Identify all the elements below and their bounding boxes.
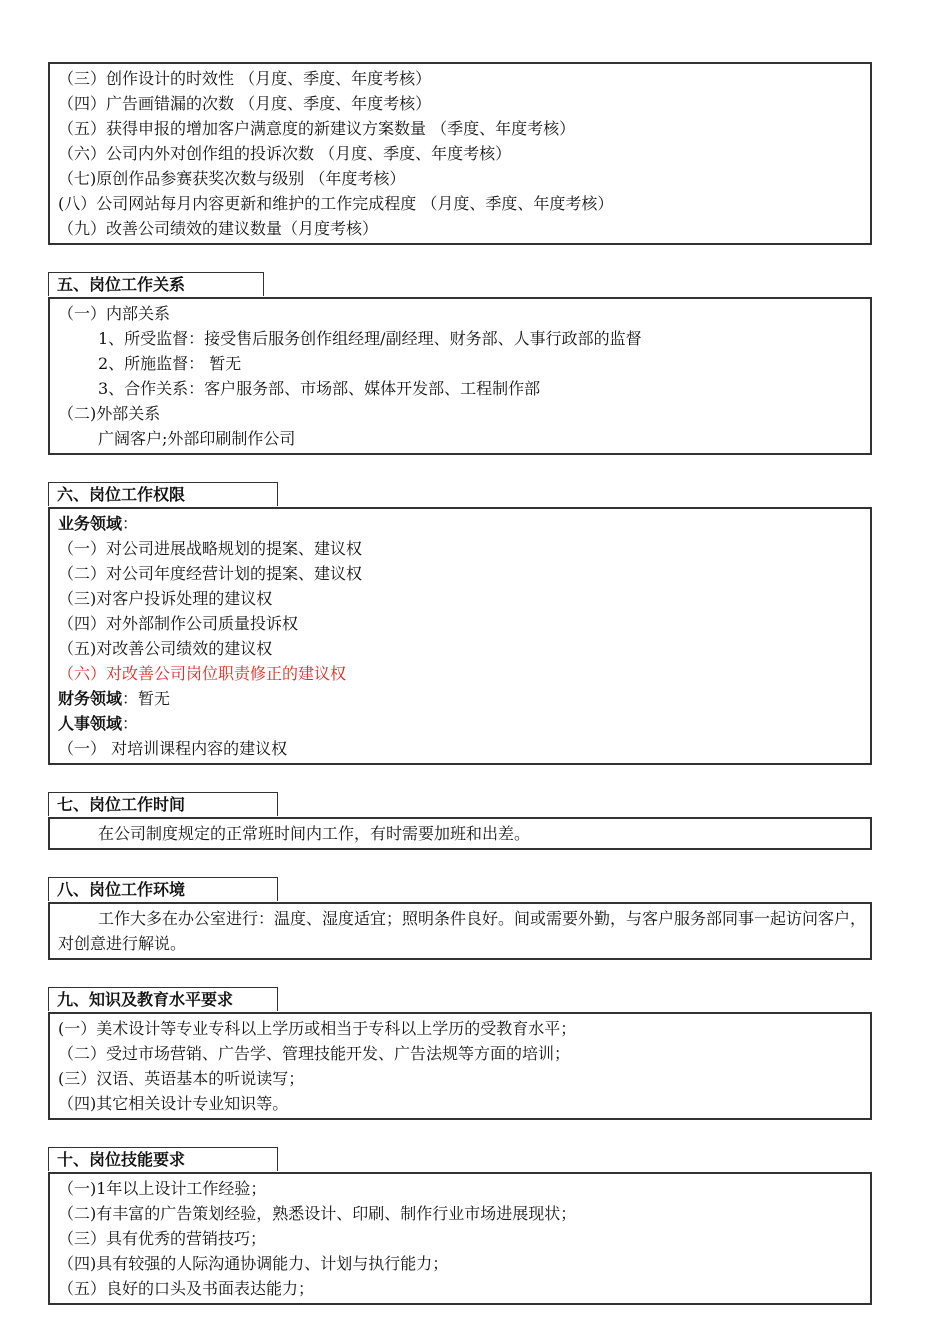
kpi-item: （三）创作设计的时效性 （月度、季度、年度考核） — [58, 69, 432, 88]
list-item: （五）良好的口头及书面表达能力； — [58, 1279, 315, 1298]
section-skill-requirements — [48, 1147, 872, 1305]
section-title: 五、岗位工作关系 — [48, 272, 264, 296]
work-environment-text: 工作大多在办公室进行：温度、湿度适宜；照明条件良好。间或需要外勤，与客户服务部同事一起访问客户，对创意进行解说。 — [58, 909, 867, 953]
list-item: （四)其它相关设计专业知识等。 — [58, 1094, 289, 1113]
highlighted-list-item: （六）对改善公司岗位职责修正的建议权 — [58, 664, 347, 683]
section-title: 十、岗位技能要求 — [48, 1147, 278, 1171]
external-relations-text: 广阔客户;外部印刷制作公司 — [98, 429, 296, 448]
section-body — [48, 297, 872, 455]
section-title: 六、岗位工作权限 — [48, 482, 278, 506]
work-time-text: 在公司制度规定的正常班时间内工作，有时需要加班和出差。 — [98, 824, 531, 843]
kpi-item: （七)原创作品参赛获奖次数与级别 （年度考核） — [58, 169, 406, 188]
list-item: （三）具有优秀的营销技巧； — [58, 1229, 267, 1248]
section-work-time — [48, 792, 872, 850]
list-item: (三）汉语、英语基本的听说读写； — [58, 1069, 305, 1088]
list-item: 3、合作关系：客户服务部、市场部、媒体开发部、工程制作部 — [98, 379, 541, 398]
list-item: （五)对改善公司绩效的建议权 — [58, 639, 273, 658]
section-work-environment — [48, 877, 872, 960]
list-item: 2、所施监督： 暂无 — [98, 354, 242, 373]
list-item: （二)有丰富的广告策划经验，熟悉设计、印刷、制作行业市场进展现状； — [58, 1204, 577, 1223]
list-item: （二）对公司年度经营计划的提案、建议权 — [58, 564, 363, 583]
section-body — [48, 1012, 872, 1120]
finance-domain-value: ：暂无 — [122, 689, 171, 708]
business-domain-label: 业务领域 — [58, 514, 123, 533]
list-item: （三)对客户投诉处理的建议权 — [58, 589, 273, 608]
list-item: （二）受过市场营销、广告学、管理技能开发、广告法规等方面的培训； — [58, 1044, 571, 1063]
kpi-item: (八）公司网站每月内容更新和维护的工作完成程度 （月度、季度、年度考核） — [58, 194, 614, 213]
hr-domain-label: 人事领域 — [58, 714, 123, 733]
kpi-item: （六）公司内外对创作组的投诉次数 （月度、季度、年度考核） — [58, 144, 512, 163]
section-title: 七、岗位工作时间 — [48, 792, 278, 816]
hr-domain-colon: ： — [122, 714, 139, 733]
section-body — [48, 902, 872, 960]
section-body — [48, 1172, 872, 1305]
kpi-item: （五）获得申报的增加客户满意度的新建议方案数量 （季度、年度考核） — [58, 119, 576, 138]
list-item: （一）对公司进展战略规划的提案、建议权 — [58, 539, 363, 558]
section-work-authority — [48, 482, 872, 765]
external-relations-title: （二)外部关系 — [58, 404, 161, 423]
kpi-item: （九）改善公司绩效的建议数量（月度考核） — [58, 219, 379, 238]
internal-relations-title: （一）内部关系 — [58, 304, 171, 323]
kpi-item: （四）广告画错漏的次数 （月度、季度、年度考核） — [58, 94, 432, 113]
list-item: （四）对外部制作公司质量投诉权 — [58, 614, 299, 633]
kpi-list-box — [48, 62, 872, 245]
list-item: （一） 对培训课程内容的建议权 — [58, 739, 288, 758]
section-education-requirements — [48, 987, 872, 1120]
finance-domain-label: 财务领域 — [58, 689, 123, 708]
section-body — [48, 507, 872, 765]
list-item: (一）美术设计等专业专科以上学历或相当于专科以上学历的受教育水平； — [58, 1019, 577, 1038]
section-body — [48, 817, 872, 850]
document-page — [48, 62, 872, 1305]
list-item: （一)1年以上设计工作经验； — [58, 1179, 267, 1198]
section-title: 九、知识及教育水平要求 — [48, 987, 278, 1011]
list-item: 1、所受监督：接受售后服务创作组经理/副经理、财务部、人事行政部的监督 — [98, 329, 642, 348]
business-domain-colon: ： — [122, 514, 139, 533]
section-work-relations — [48, 272, 872, 455]
section-title: 八、岗位工作环境 — [48, 877, 278, 901]
list-item: （四)具有较强的人际沟通协调能力、计划与执行能力； — [58, 1254, 449, 1273]
